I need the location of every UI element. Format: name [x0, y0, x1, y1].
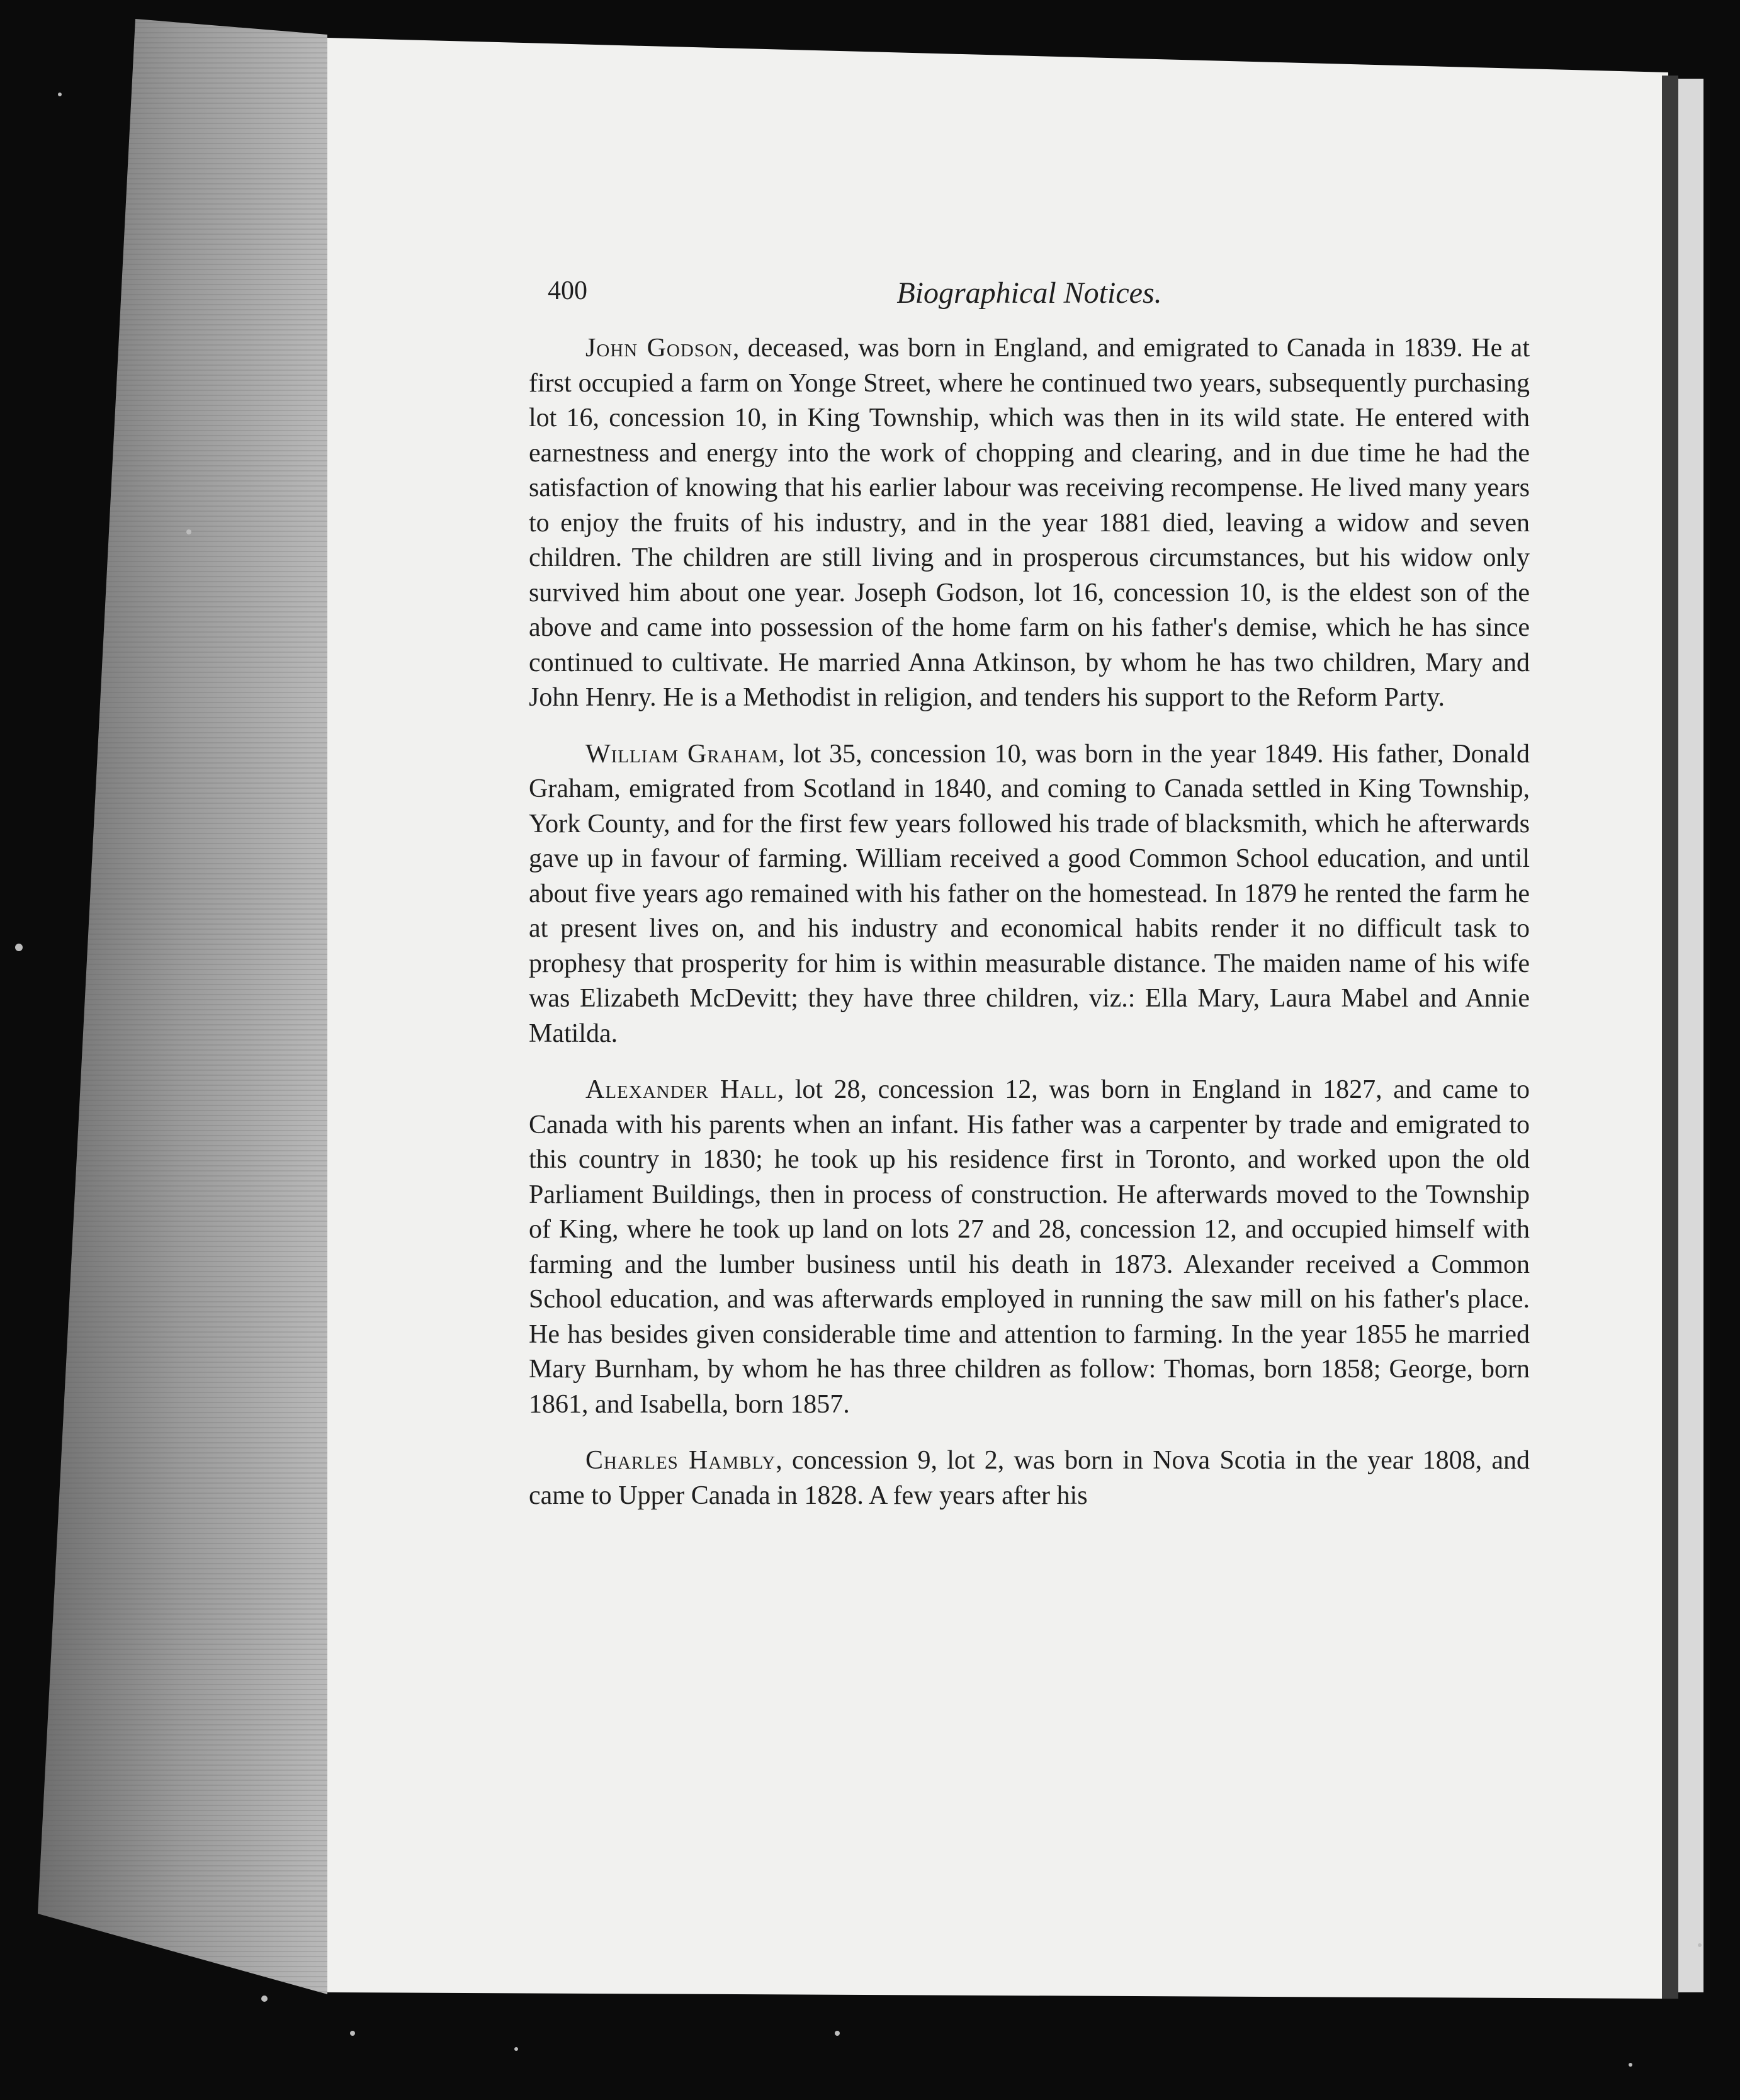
page-number: 400 — [548, 276, 587, 305]
biography-entry — [529, 737, 1530, 1052]
running-title: Biographical Notices. — [896, 276, 1162, 310]
entry-name: John Godson — [585, 334, 733, 363]
entry-text: , concession 9, lot 2, was born in Nova Scotia in the year 1808, and came to Upper Canada in 1828. A few years after his — [529, 1446, 1530, 1510]
entry-name: Alexander Hall — [585, 1075, 777, 1104]
biography-entry — [529, 1443, 1530, 1513]
biography-entry — [529, 1073, 1530, 1422]
entry-name: William Graham — [585, 739, 779, 769]
adjacent-page-edge — [1678, 79, 1703, 1992]
gutter-shadow — [1662, 76, 1678, 1999]
entry-text: , deceased, was born in England, and emigrated to Canada in 1839. He at first occupied a farm on Yonge Street, where he continued two years, subsequently purchasing lot 16, concession 10, in King Township, which was then in its wild state. He entered with earnestness and energy into the work of chopping and clearing, and in due time he had the satisfaction of knowing that his earlier labour was receiving recompense. He lived many years to enjoy the fruits of his industry, and in the year 1881 died, leaving a widow and seven children. The children are still living and in prosperous circumstances, but his widow only survived him about one year. Joseph Godson, lot 16, concession 10, is the eldest son of the above and came into possession of the home farm on his father's demise, which he has since continued to cultivate. He married Anna Atkinson, by whom he has two children, Mary and John Henry. He is a Methodist in religion, and tenders his support to the Reform Party. — [529, 334, 1530, 712]
entry-text: , lot 35, concession 10, was born in the year 1849. His father, Donald Graham, emigrated from Scotland in 1840, and coming to Canada settled in King Township, York County, and for the first few years followed his trade of blacksmith, which he afterwards gave up in favour of farming. William received a good Common School education, and until about five years ago remained with his father on the homestead. In 1879 he rented the farm he at present lives on, and his industry and economical habits render it no difficult task to prophesy that prosperity for him is within measurable distance. The maiden name of his wife was Elizabeth McDevitt; they have three children, viz.: Ella Mary, Laura Mabel and Annie Matilda. — [529, 739, 1530, 1048]
biography-entry — [529, 331, 1530, 716]
page-text — [529, 263, 1530, 1535]
page-header — [529, 263, 1530, 320]
entry-text: , lot 28, concession 12, was born in England in 1827, and came to Canada with his parents when an infant. His father was a carpenter by trade and emigrated to this country in 1830; he took up his residence first in Toronto, and worked upon the old Parliament Buildings, then in process of construction. He afterwards moved to the Township of King, where he took up land on lots 27 and 28, concession 12, and occupied himself with farming and the lumber business until his death in 1873. Alexander received a Common School education, and was afterwards employed in running the saw mill on his father's place. He has besides given considerable time and attention to farming. In the year 1855 he married Mary Burnham, by whom he has three children as follow: Thomas, born 1858; George, born 1861, and Isabella, born 1857. — [529, 1075, 1530, 1419]
entry-name: Charles Hambly — [585, 1446, 776, 1475]
